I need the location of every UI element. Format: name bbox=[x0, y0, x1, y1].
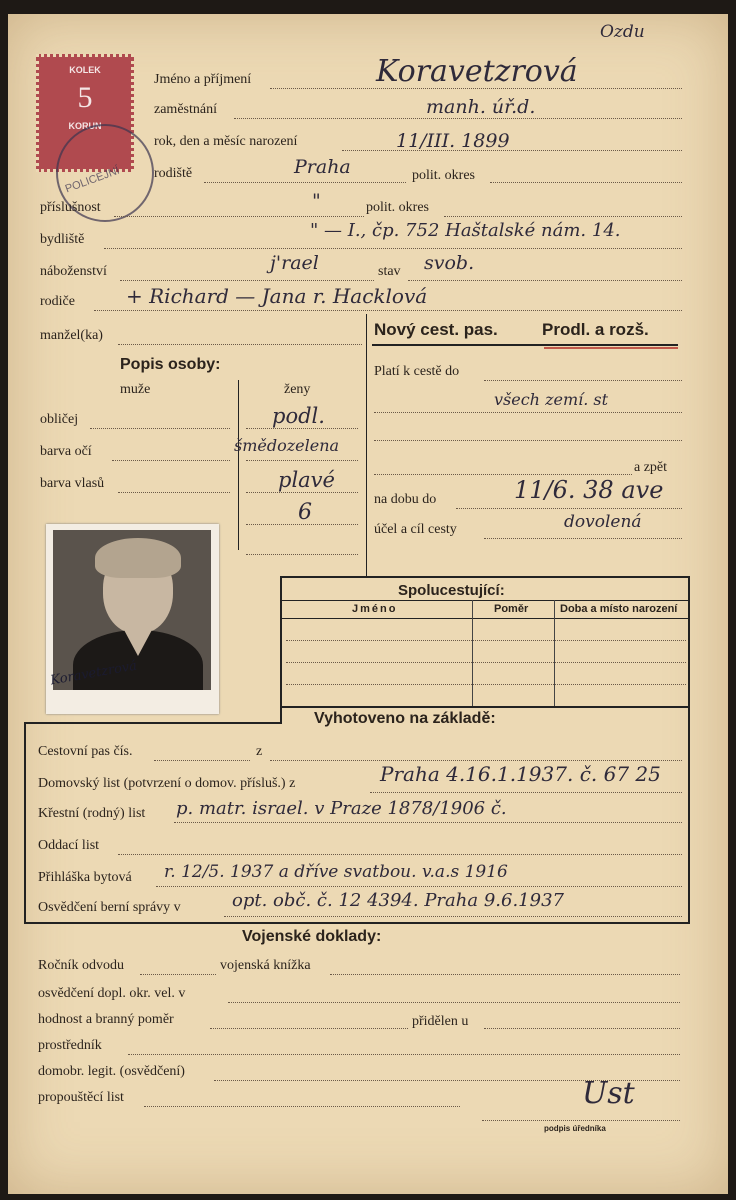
label-cestovni-pas: Cestovní pas čís. bbox=[38, 744, 133, 759]
label-narozeni: rok, den a měsíc narození bbox=[154, 134, 298, 149]
popis-muze: muže bbox=[120, 382, 151, 397]
col-jmeno: Jméno bbox=[352, 603, 398, 615]
label-krestni: Křestní (rodný) list bbox=[38, 806, 146, 821]
popis-vlasy: barva vlasů bbox=[40, 476, 105, 491]
label-dopl: osvědčení dopl. okr. vel. v bbox=[38, 986, 186, 1001]
label-nabozenstvi: náboženství bbox=[40, 264, 107, 279]
label-a-zpet: a zpět bbox=[634, 460, 668, 475]
label-pas-z: z bbox=[256, 744, 263, 759]
popis-oci: barva očí bbox=[40, 444, 92, 459]
label-propousteci: propouštěcí list bbox=[38, 1090, 124, 1105]
popis-title: Popis osoby: bbox=[120, 356, 221, 373]
document-sheet bbox=[8, 14, 728, 1194]
label-na-dobu: na dobu do bbox=[374, 492, 437, 507]
value-osvedceni: opt. obč. č. 12 4394. Praha 9.6.1937 bbox=[232, 890, 564, 911]
value-rodice: + Richard — Jana r. Hacklová bbox=[126, 284, 428, 308]
label-polit-okres: polit. okres bbox=[412, 168, 475, 183]
value-prislusnost: " bbox=[312, 190, 321, 212]
col-pomer: Poměr bbox=[494, 603, 529, 615]
value-rodiste: Praha bbox=[294, 156, 351, 178]
label-hodnost: hodnost a branný poměr bbox=[38, 1012, 174, 1027]
value-jmeno: Koravetzrová bbox=[376, 54, 578, 89]
vyhotoveno-title: Vyhotoveno na základě: bbox=[314, 710, 496, 727]
label-bydliste: bydliště bbox=[40, 232, 85, 247]
value-domovsky: Praha 4.16.1.1937. č. 67 25 bbox=[380, 762, 661, 786]
portrait-photo bbox=[46, 524, 219, 714]
police-postmark: POLICEJNÍ bbox=[56, 124, 154, 222]
value-stav: svob. bbox=[424, 252, 475, 274]
label-legit: domobr. legit. (osvědčení) bbox=[38, 1064, 185, 1079]
value-zamestnani: manh. úř.d. bbox=[426, 96, 536, 118]
label-rodiste: rodiště bbox=[154, 166, 193, 181]
value-vlasy: plavé bbox=[278, 468, 335, 492]
value-na-dobu: 11/6. 38 ave bbox=[514, 476, 664, 504]
label-prostrednik: prostředník bbox=[38, 1038, 102, 1053]
value-prihlaska: r. 12/5. 1937 a dříve svatbou. v.a.s 1916 bbox=[164, 862, 508, 882]
label-prihlaska: Přihláška bytová bbox=[38, 870, 132, 885]
label-polit-okres-2: polit. okres bbox=[366, 200, 429, 215]
label-manzel: manžel(ka) bbox=[40, 328, 103, 343]
label-prislusnost: příslušnost bbox=[40, 200, 101, 215]
label-ucel: účel a cíl cesty bbox=[374, 522, 457, 537]
label-knizka: vojenská knížka bbox=[220, 958, 311, 973]
label-plati: Platí k cestě do bbox=[374, 364, 460, 379]
vojenske-title: Vojenské doklady: bbox=[242, 928, 382, 945]
label-podpis-urednika: podpis úředníka bbox=[544, 1124, 606, 1133]
label-stav: stav bbox=[378, 264, 401, 279]
label-rodice: rodiče bbox=[40, 294, 75, 309]
official-signature: Ust bbox=[582, 1076, 635, 1111]
label-jmeno: Jméno a příjmení bbox=[154, 72, 252, 87]
value-bydliste: " — I., čp. 752 Haštalské nám. 14. bbox=[310, 220, 621, 241]
value-krestni: p. matr. israel. v Praze 1878/1906 č. bbox=[176, 798, 507, 819]
popis-zeny: ženy bbox=[284, 382, 311, 397]
corner-note: Ozdu bbox=[600, 22, 645, 42]
value-ucel: dovolená bbox=[564, 512, 642, 532]
companions-table bbox=[280, 576, 690, 708]
col-doba: Doba a místo narození bbox=[560, 603, 678, 615]
revenue-stamp: KOLEK 5 KORUN bbox=[36, 54, 134, 172]
label-osvedceni: Osvědčení berní správy v bbox=[38, 900, 181, 915]
value-plati: všech zemí. st bbox=[494, 390, 609, 409]
value-oblicej: podl. bbox=[272, 404, 325, 428]
passport-title-extend: Prodl. a rozš. bbox=[542, 320, 649, 339]
label-zamestnani: zaměstnání bbox=[154, 102, 217, 117]
label-pridelen: přidělen u bbox=[412, 1014, 469, 1029]
value-oci: šmědozelena bbox=[234, 436, 340, 455]
passport-title-new: Nový cest. pas. bbox=[374, 320, 498, 339]
value-zvlastni: 6 bbox=[298, 500, 312, 525]
value-nabozenstvi: j'rael bbox=[270, 252, 319, 274]
popis-oblicej: obličej bbox=[40, 412, 79, 427]
label-domovsky: Domovský list (potvrzení o domov. přísluš.) z bbox=[38, 776, 296, 791]
photo-signature: Koravetzrová bbox=[49, 658, 139, 689]
label-oddaci: Oddací list bbox=[38, 838, 100, 853]
companions-title: Spolucestující: bbox=[398, 582, 505, 599]
label-rocnik: Ročník odvodu bbox=[38, 958, 124, 973]
value-narozeni: 11/III. 1899 bbox=[396, 130, 510, 152]
